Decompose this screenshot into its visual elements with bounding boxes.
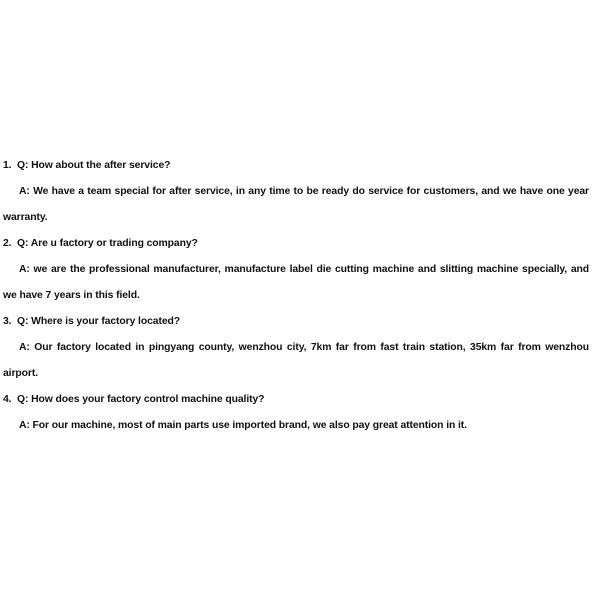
question-number: 3. xyxy=(3,316,12,327)
faq-question-1 xyxy=(3,157,589,183)
question-number: 1. xyxy=(3,160,12,171)
faq-answer-1: A: We have a team special for after service, in any time to be ready do service for customers, and we have one year xyxy=(19,186,589,197)
question-number: 2. xyxy=(3,238,12,249)
question-number: 4. xyxy=(3,394,12,405)
faq-answer-2-continued: we have 7 years in this field. xyxy=(3,290,140,301)
faq-question-2 xyxy=(3,235,589,261)
faq-document xyxy=(3,157,589,443)
question-text: Q: How does your factory control machine quality? xyxy=(17,394,265,405)
faq-answer-3-continued: airport. xyxy=(3,368,38,379)
faq-answer-1-continued: warranty. xyxy=(3,212,48,223)
question-text: Q: Where is your factory located? xyxy=(17,316,180,327)
faq-answer-2: A: we are the professional manufacturer, manufacture label die cutting machine and slitting machine specially, and xyxy=(19,264,589,275)
question-text: Q: How about the after service? xyxy=(17,160,171,171)
faq-answer-4: A: For our machine, most of main parts use imported brand, we also pay great attention in it. xyxy=(19,420,467,431)
question-text: Q: Are u factory or trading company? xyxy=(17,238,198,249)
faq-question-3 xyxy=(3,313,589,339)
faq-question-4 xyxy=(3,391,589,417)
faq-answer-3: A: Our factory located in pingyang county, wenzhou city, 7km far from fast train station, 35km far from wenzhou xyxy=(19,342,589,353)
